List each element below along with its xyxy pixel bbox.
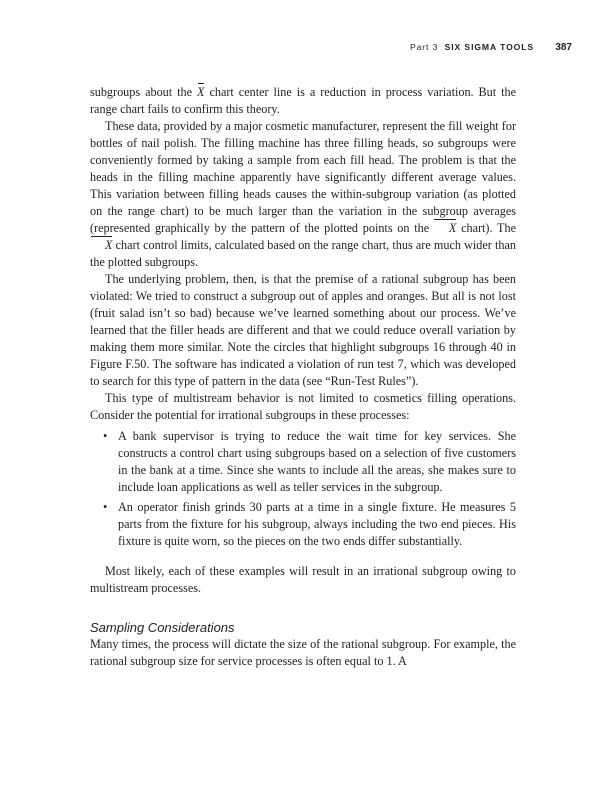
paragraph-2: These data, provided by a major cosmetic manufacturer, represent the fill weight for bottles of nail polish. The filling machine has three filling heads, so subgroups were conveniently formed by taking a sample from each fill head. The problem is that the heads in the filling machine apparently have significantly different average values. This variation between filling heads causes the within-subgroup variation (as plotted on the range chart) to be much larger than the variation in the subgroup averages (represented graphically by the pattern of the plotted points on the X chart). The X chart control limits, calculated based on the range chart, thus are much wider than the plotted subgroups.: [90, 119, 517, 269]
paragraph-6: Many times, the process will dictate the size of the rational subgroup. For example, the rational subgroup size for service processes is often equal to 1. A: [90, 637, 516, 668]
bullet-list: [90, 428, 516, 550]
bullet-icon: •: [103, 500, 108, 514]
x-bar-symbol: X: [90, 237, 112, 254]
paragraph-4: This type of multistream behavior is not limited to cosmetics filling operations. Consider the potential for irrational subgroups in these processes:: [90, 391, 516, 422]
bullet-icon: •: [103, 429, 108, 443]
x-bar-symbol: X: [197, 85, 205, 99]
running-head: [410, 42, 572, 53]
page-number: 387: [555, 42, 572, 53]
paragraph-3: The underlying problem, then, is that the premise of a rational subgroup has been violated: We tried to construct a subgroup out of apples and oranges. But all is not lost (fruit salad isn’t so bad) because we’ve learned something about our process. We’ve learned that the filler heads are different and that we could reduce overall variation by making them more similar. Note the circles that highlight subgroups 16 through 40 in Figure F.50. The software has indicated a violation of run test 7, which was developed to search for this type of pattern in the data (see “Run-Test Rules”).: [90, 272, 516, 388]
list-item: • A bank supervisor is trying to reduce the wait time for key services. She constructs a control chart using subgroups based on a selection of five customers in the bank at a time. Since she wants to include all the areas, she makes sure to include loan applications as well as teller services in the subgroup.: [103, 429, 516, 494]
section-subheading: Sampling Considerations: [90, 620, 235, 635]
section-title: SIX SIGMA TOOLS: [444, 42, 535, 52]
list-item: • An operator finish grinds 30 parts at a time in a single fixture. He measures 5 parts from the fixture for his subgroup, always including the two end pieces. His fixture is quite worn, so the pieces on the two ends differ substantially.: [103, 500, 516, 548]
paragraph-5: Most likely, each of these examples will result in an irrational subgroup owing to multistream processes.: [90, 564, 516, 595]
part-label: Part 3: [409, 42, 439, 52]
body-text: [90, 84, 516, 670]
paragraph-1: subgroups about the X chart center line is a reduction in process variation. But the range chart fails to confirm this theory.: [90, 85, 517, 116]
x-bar-symbol: X: [434, 220, 456, 237]
